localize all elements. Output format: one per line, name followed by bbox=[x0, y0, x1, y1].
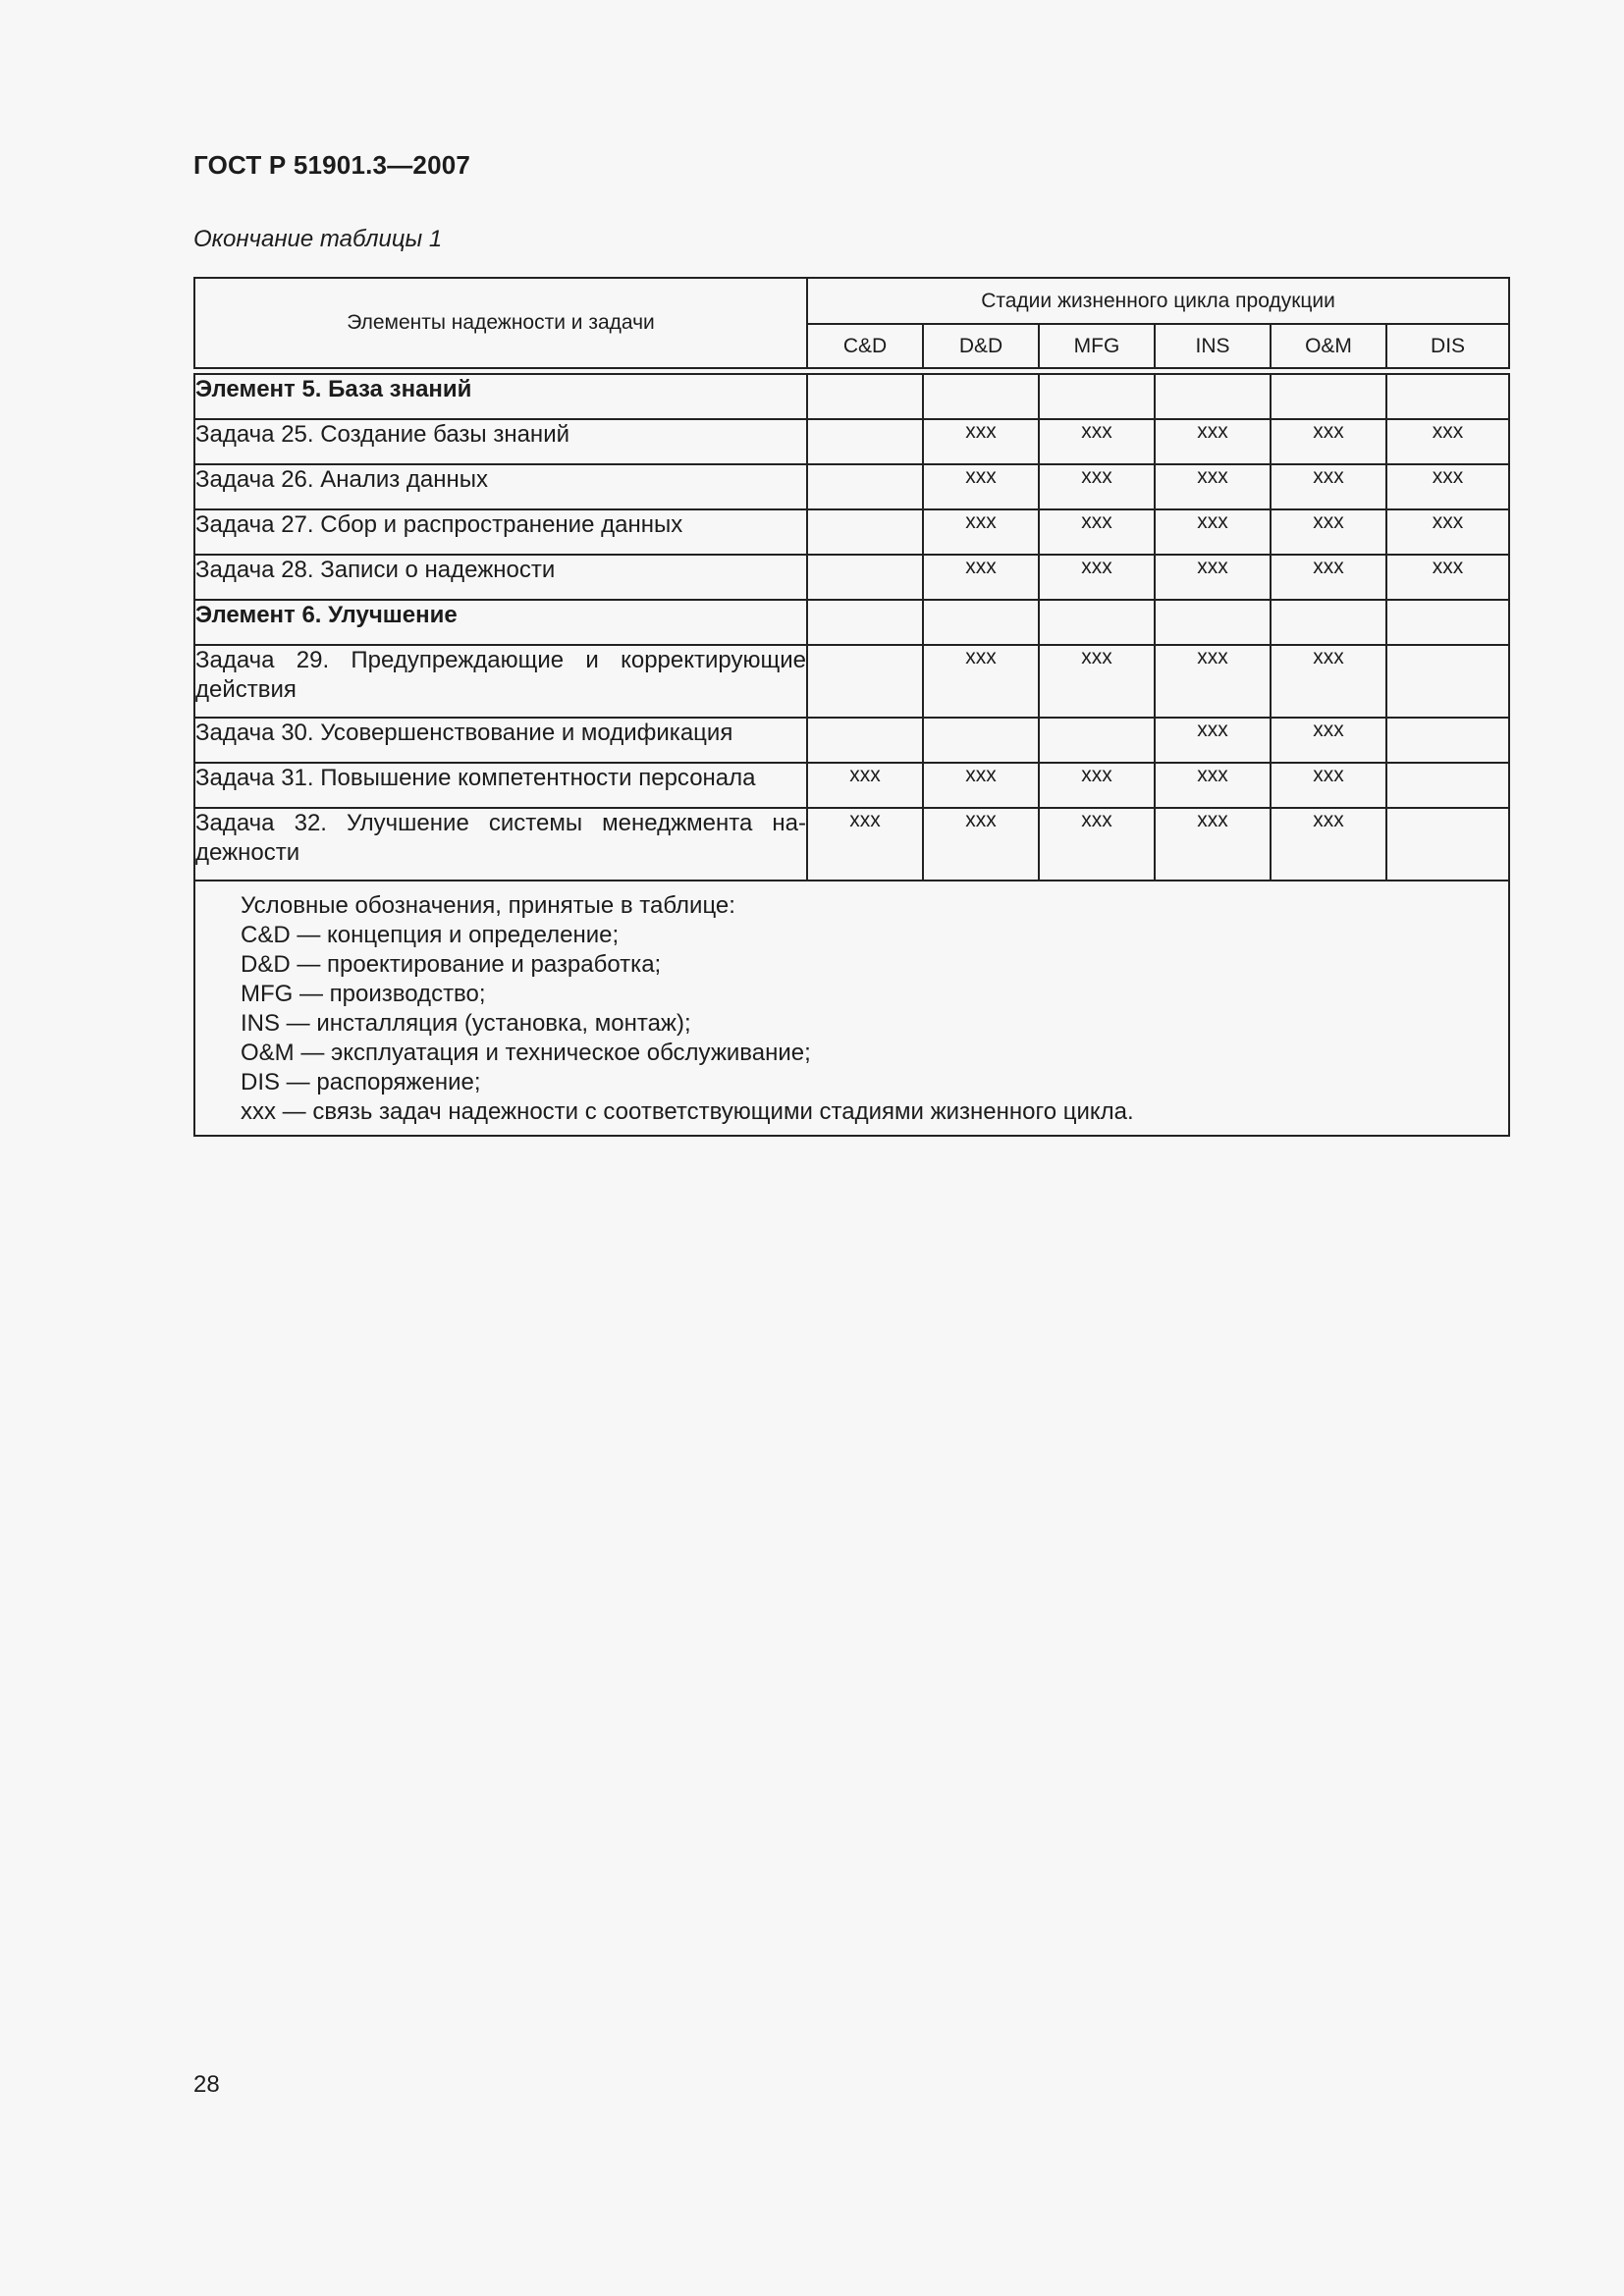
stage-mark-mfg: xxx bbox=[1039, 419, 1155, 464]
stage-mark-dis: xxx bbox=[1386, 555, 1509, 600]
task-row bbox=[194, 419, 1509, 464]
legend-line: Условные обозначения, принятые в таблице: bbox=[241, 892, 735, 919]
stage-mark-dd: xxx bbox=[923, 464, 1039, 509]
stage-mark-dis bbox=[1386, 600, 1509, 645]
task-label: Задача 30. Усовершенствование и модификация bbox=[194, 718, 807, 763]
document-id: ГОСТ Р 51901.3—2007 bbox=[193, 150, 471, 180]
stage-mark-dis: xxx bbox=[1386, 419, 1509, 464]
task-row bbox=[194, 555, 1509, 600]
stage-mark-ins: xxx bbox=[1155, 419, 1271, 464]
stage-mark-om bbox=[1271, 600, 1386, 645]
stage-header-cd: C&D bbox=[807, 324, 923, 368]
task-row bbox=[194, 464, 1509, 509]
stage-mark-ins bbox=[1155, 374, 1271, 419]
stage-mark-om bbox=[1271, 374, 1386, 419]
stage-mark-dd: xxx bbox=[923, 808, 1039, 881]
stage-mark-cd bbox=[807, 718, 923, 763]
stage-mark-dd: xxx bbox=[923, 555, 1039, 600]
stage-mark-cd bbox=[807, 374, 923, 419]
task-row bbox=[194, 509, 1509, 555]
task-label: Задача 25. Создание базы знаний bbox=[194, 419, 807, 464]
stage-header-ins: INS bbox=[1155, 324, 1271, 368]
element-row bbox=[194, 374, 1509, 419]
stage-mark-om: xxx bbox=[1271, 464, 1386, 509]
stage-mark-dd: xxx bbox=[923, 509, 1039, 555]
legend-line: D&D — проектирование и разработка; bbox=[241, 951, 662, 978]
task-label: Задача 29. Предупреждающие и корректирующие действия bbox=[194, 645, 807, 718]
stage-mark-mfg: xxx bbox=[1039, 808, 1155, 881]
stage-header-om: O&M bbox=[1271, 324, 1386, 368]
stage-mark-ins: xxx bbox=[1155, 808, 1271, 881]
element-label: Элемент 6. Улучшение bbox=[194, 600, 807, 645]
stage-mark-dd bbox=[923, 718, 1039, 763]
reliability-table bbox=[193, 277, 1510, 1137]
stage-mark-cd bbox=[807, 555, 923, 600]
stage-mark-ins: xxx bbox=[1155, 509, 1271, 555]
task-label: Задача 26. Анализ данных bbox=[194, 464, 807, 509]
stage-mark-dis bbox=[1386, 763, 1509, 808]
stage-mark-ins: xxx bbox=[1155, 763, 1271, 808]
stage-mark-dis bbox=[1386, 374, 1509, 419]
stage-mark-dis bbox=[1386, 645, 1509, 718]
stage-mark-dd: xxx bbox=[923, 645, 1039, 718]
task-row bbox=[194, 808, 1509, 881]
stage-mark-dd bbox=[923, 374, 1039, 419]
legend-line: C&D — концепция и определение; bbox=[241, 922, 620, 948]
stage-mark-mfg: xxx bbox=[1039, 555, 1155, 600]
stage-mark-ins bbox=[1155, 600, 1271, 645]
task-row bbox=[194, 645, 1509, 718]
legend-line: xxx — связь задач надежности с соответствующими стадиями жизненного цикла. bbox=[241, 1098, 1134, 1125]
stage-mark-om: xxx bbox=[1271, 419, 1386, 464]
legend bbox=[194, 881, 1509, 1136]
table-container bbox=[193, 277, 1508, 1137]
stage-mark-cd bbox=[807, 464, 923, 509]
stage-mark-cd: xxx bbox=[807, 808, 923, 881]
legend-line: INS — инсталляция (установка, монтаж); bbox=[241, 1010, 691, 1037]
stage-mark-om: xxx bbox=[1271, 645, 1386, 718]
row-header: Элементы надежности и задачи bbox=[194, 278, 807, 368]
legend-line: O&M — эксплуатация и техническое обслуживание; bbox=[241, 1040, 811, 1066]
stage-mark-mfg: xxx bbox=[1039, 509, 1155, 555]
stage-mark-mfg: xxx bbox=[1039, 763, 1155, 808]
stage-header-dis: DIS bbox=[1386, 324, 1509, 368]
task-label: Задача 27. Сбор и распространение данных bbox=[194, 509, 807, 555]
stage-mark-cd: xxx bbox=[807, 763, 923, 808]
legend-line: MFG — производство; bbox=[241, 981, 486, 1007]
stage-mark-om: xxx bbox=[1271, 763, 1386, 808]
legend-line: DIS — распоряжение; bbox=[241, 1069, 481, 1095]
stage-mark-mfg: xxx bbox=[1039, 645, 1155, 718]
stage-mark-mfg bbox=[1039, 718, 1155, 763]
stage-mark-mfg bbox=[1039, 600, 1155, 645]
stage-mark-ins: xxx bbox=[1155, 645, 1271, 718]
table-caption: Окончание таблицы 1 bbox=[193, 226, 443, 252]
stage-mark-ins: xxx bbox=[1155, 718, 1271, 763]
stage-mark-dis: xxx bbox=[1386, 509, 1509, 555]
stage-mark-mfg: xxx bbox=[1039, 464, 1155, 509]
stage-mark-ins: xxx bbox=[1155, 464, 1271, 509]
page-number: 28 bbox=[193, 2071, 220, 2098]
stage-mark-om: xxx bbox=[1271, 509, 1386, 555]
task-label: Задача 32. Улучшение системы менеджмента надежности bbox=[194, 808, 807, 881]
stage-header-mfg: MFG bbox=[1039, 324, 1155, 368]
stage-mark-dd: xxx bbox=[923, 763, 1039, 808]
stage-mark-om: xxx bbox=[1271, 555, 1386, 600]
stage-mark-mfg bbox=[1039, 374, 1155, 419]
stage-mark-dis bbox=[1386, 718, 1509, 763]
stage-header-dd: D&D bbox=[923, 324, 1039, 368]
legend-row bbox=[194, 881, 1509, 1136]
task-row bbox=[194, 763, 1509, 808]
stage-mark-dis bbox=[1386, 808, 1509, 881]
task-row bbox=[194, 718, 1509, 763]
stage-mark-om: xxx bbox=[1271, 808, 1386, 881]
element-row bbox=[194, 600, 1509, 645]
stages-header: Стадии жизненного цикла продукции bbox=[807, 278, 1509, 324]
stage-mark-dis: xxx bbox=[1386, 464, 1509, 509]
stage-mark-cd bbox=[807, 600, 923, 645]
task-label: Задача 28. Записи о надежности bbox=[194, 555, 807, 600]
stage-mark-cd bbox=[807, 509, 923, 555]
stage-mark-dd bbox=[923, 600, 1039, 645]
stage-mark-cd bbox=[807, 645, 923, 718]
stage-mark-om: xxx bbox=[1271, 718, 1386, 763]
stage-mark-ins: xxx bbox=[1155, 555, 1271, 600]
task-label: Задача 31. Повышение компетентности персонала bbox=[194, 763, 807, 808]
stage-mark-cd bbox=[807, 419, 923, 464]
element-label: Элемент 5. База знаний bbox=[194, 374, 807, 419]
stage-mark-dd: xxx bbox=[923, 419, 1039, 464]
